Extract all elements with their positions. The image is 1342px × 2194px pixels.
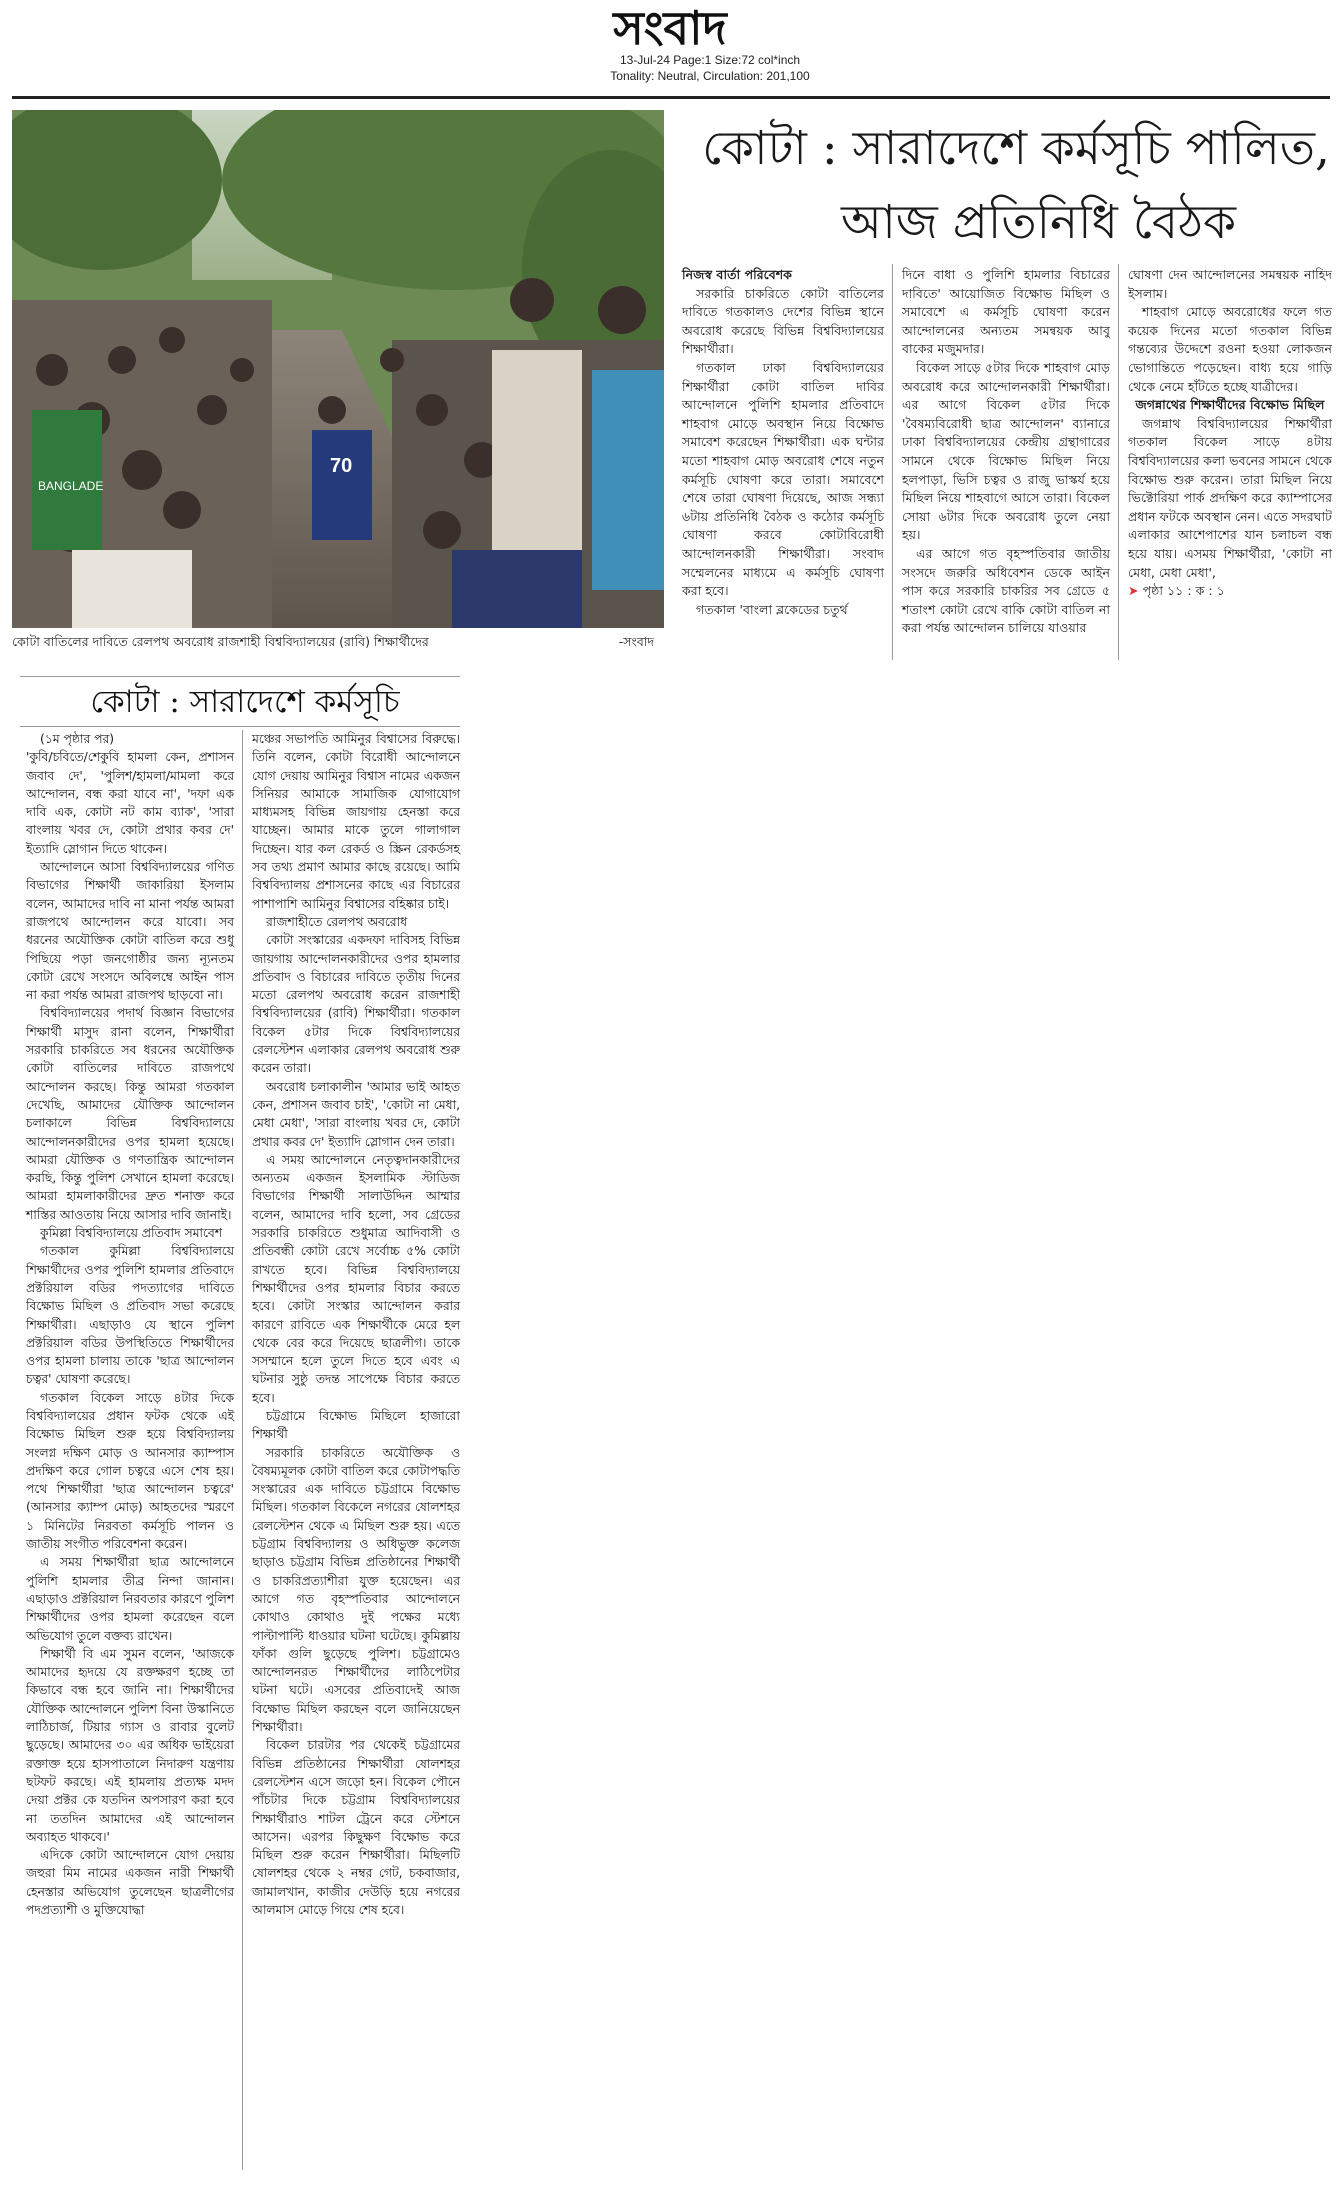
shirt-text: BANGLADE — [38, 479, 104, 493]
front-column-3 — [1128, 266, 1332, 601]
section-rule — [20, 676, 460, 677]
paragraph: সরকারি চাকরিতে অযৌক্তিক ও বৈষম্যমূলক কোটা বাতিল করে কোটাপদ্ধতি সংস্কারের এক দাবিতে চট্টগ্রামে বিক্ষোভ মিছিল। গতকাল বিকেলে নগরের ষোলশহর রেলস্টেশন থেকে এ মিছিল শুরু হয়। এতে চট্টগ্রাম বিশ্ববিদ্যালয় ও অধিভুক্ত কলেজ ছাড়াও চট্টগ্রাম বিভিন্ন প্রতিষ্ঠানের শিক্ষার্থী ও চাকরিপ্রত্যাশীরা যুক্ত হয়েছেন। এর আগে গত বৃহস্পতিবার আন্দোলনে কোথাও কোথাও দুই পক্ষের মধ্যে পাল্টাপাল্টি ধাওয়ার ঘটনা ঘটেছে। কুমিল্লায় ফাঁকা গুলি ছুড়েছে পুলিশ। চট্টগ্রামেও আন্দোলনরত শিক্ষার্থীদের লাঠিপেটার ঘটনা ঘটে। এসবের প্রতিবাদেই আজ বিক্ষোভ মিছিল করছেন বলে জানিয়েছেন শিক্ষার্থীরা। — [252, 1445, 460, 1735]
paragraph: এ সময় আন্দোলনে নেতৃত্বদানকারীদের অন্যতম একজন ইসলামিক স্টাডিজ বিভাগের শিক্ষার্থী সালাউদ্দিন আম্মার বলেন, আমাদের দাবি হলো, সব গ্রেডের সরকারি চাকরিতে শুধুমাত্র আদিবাসী ও প্রতিবন্ধী কোটা রেখে সর্বোচ্চ ৫% কোটা রাখতে হবে। বিভিন্ন বিশ্ববিদ্যালয়ে শিক্ষার্থীদের ওপর হামলার বিচার করতে হবে। কোটা সংস্কার আন্দোলন করার কারণে রাবিতে এক শিক্ষার্থীকে মেরে হল থেকে বের করে দিয়েছে ছাত্রলীগ। তাকে সসম্মানে হলে তুলে দিতে হবে এবং এ ঘটনার সুষ্ঠু তদন্ত সাপেক্ষে বিচার করতে হবে। — [252, 1152, 460, 1405]
paragraph: অবরোধ চলাকালীন 'আমার ভাই আহত কেন, প্রশাসন জবাব চাই', 'কোটা না মেধা, মেধা মেধা', 'সারা বাংলায় খবর দে, কোটা প্রথার কবর দে' ইত্যাদি স্লোগান দেন তারা। — [252, 1079, 460, 1149]
paragraph: গতকাল ঢাকা বিশ্ববিদ্যালয়ের শিক্ষার্থীরা কোটা বাতিল দাবির আন্দোলনে পুলিশি হামলার প্রতিবাদে শাহবাগ মোড়ে অবস্থান নিয়ে বিক্ষোভ সমাবেশ করেছেন শিক্ষার্থীরা। এক ঘন্টার মতো শাহবাগ মোড় অবরোধ শেষে নতুন কর্মসূচি ঘোষণা করে তারা। সমাবেশে শেষে তারা ঘোষণা দিয়েছে, আজ সন্ধ্যা ৬টায় প্রতিনিধি বৈঠক ও কঠোর কর্মসূচি ঘোষণা করবে কোটাবিরোধী আন্দোলনকারী শিক্ষার্থীরা। সংবাদ সম্মেলনের মাধ্যমে এ কর্মসূচি ঘোষণা করা হবে। — [682, 359, 884, 599]
protest-photo-illustration — [12, 110, 664, 628]
subheading: চট্টগ্রামে বিক্ষোভ মিছিলে হাজারো শিক্ষার্থী — [252, 1408, 460, 1442]
subheading: জগন্নাথের শিক্ষার্থীদের বিক্ষোভ মিছিল — [1135, 397, 1325, 413]
paragraph: দিনে বাধা ও পুলিশি হামলার বিচারের দাবিতে' আয়োজিত বিক্ষোভ মিছিল ও সমাবেশে এ কর্মসূচি ঘোষণা করেন আন্দোলনের অন্যতম সমন্বয়ক আবু বাকের মজুমদার। — [902, 267, 1110, 357]
paragraph: বিকেল সাড়ে ৫টার দিকে শাহবাগ মোড় অবরোধ করে আন্দোলনকারী শিক্ষার্থীরা। এর আগে বিকেল ৫টার দিকে 'বৈষম্যবিরোধী ছাত্র আন্দোলন' ব্যানারে ঢাকা বিশ্ববিদ্যালয়ের কেন্দ্রীয় গ্রন্থাগারের সামনে থেকে বিক্ষোভ মিছিল নিয়ে হলপাড়া, ভিসি চত্বর ও রাজু ভাস্কর্য হয়ে মিছিল নিয়ে শাহবাগে আসে তারা। বিকেল সোয়া ৬টার দিকে অবরোধ তুলে নেয়া হয়। — [902, 359, 1110, 543]
jersey-number: 70 — [330, 455, 353, 477]
paragraph: গতকাল বিকেল সাড়ে ৪টার দিকে বিশ্ববিদ্যালয়ের প্রধান ফটক থেকে এই বিক্ষোভ মিছিল শুরু হয়ে বিশ্ববিদ্যালয় সংলগ্ন দক্ষিণ মোড় ও আনসার ক্যাম্পাস প্রদক্ষিণ করে গোল চত্বরে এসে শেষ হয়। পথে শিক্ষার্থীরা 'ছাত্র আন্দোলন চত্বরে' (আনসার ক্যাম্প মোড়) আহতদের স্মরণে ১ মিনিটের নিরবতা কর্মসূচি পালন ও জাতীয় সংগীত পরিবেশনা করেন। — [26, 1390, 234, 1552]
paragraph: গতকাল কুমিল্লা বিশ্ববিদ্যালয়ে শিক্ষার্থীদের ওপর পুলিশি হামলার প্রতিবাদে প্রক্টরিয়াল বডির পদত্যাগের দাবিতে বিক্ষোভ মিছিল ও প্রতিবাদ সভা করেছে শিক্ষার্থীরা। এছাড়াও যে স্থানে পুলিশ প্রক্টরিয়াল বডির উপস্থিতিতে শিক্ষার্থীদের ওপর হামলা চালায় তাকে 'ছাত্র আন্দোলন চত্বর' ঘোষণা করেছে। — [26, 1244, 234, 1387]
paragraph: এর আগে গত বৃহস্পতিবার জাতীয় সংসদে জরুরি অধিবেশন ডেকে আইন পাস করে সরকারি চাকরির সব গ্রেডে ৫ শতাংশ কোটা রেখে বাকি কোটা বাতিল না করা পর্যন্ত আন্দোলন চালিয়ে যাওয়ার — [902, 545, 1110, 636]
paragraph: 'কুবি/চবিতে/শেকুবি হামলা কেন, প্রশাসন জবাব দে', 'পুলিশ/হামলা/মামলা করে আন্দোলন, বন্ধ করা যাবে না', 'দফা এক দাবি এক, কোটা নট কাম ব্যাক', 'সারা বাংলায় খবর দে, কোটা প্রথার কবর দে' ইত্যাদি স্লোগান দিতে থাকেন। — [26, 750, 234, 856]
paragraph: এদিকে কোটা আন্দোলনে যোগ দেয়ায় জহুরা মিম নামের একজন নারী শিক্ষার্থী হেনস্তার অভিযোগ তুলেছেন ছাত্রলীগের পদপ্রত্যাশী ও মুক্তিযোদ্ধা — [26, 1848, 234, 1917]
continuation-text: পৃষ্ঠা ১১ : ক : ১ — [1142, 583, 1225, 599]
paragraph: শাহবাগ মোড়ে অবরোধের ফলে গত কয়েক দিনের মতো গতকাল বিভিন্ন গন্তব্যের উদ্দেশে রওনা হওয়া লোকজন ভোগান্তিতে পড়েছেন। বাধ্য হয়ে গাড়ি থেকে নেমে হাঁটতে হচ্ছে যাত্রীদের। — [1128, 304, 1332, 394]
arrow-icon: ➤ — [1128, 583, 1143, 599]
photo-caption — [12, 634, 664, 654]
caption-text: কোটা বাতিলের দাবিতে রেলপথ অবরোধ রাজশাহী বিশ্ববিদ্যালয়ের (রাবি) শিক্ষার্থীদের — [12, 634, 429, 649]
column-divider — [242, 730, 243, 2170]
paragraph: গতকাল 'বাংলা ব্লকেডের চতুর্থ — [696, 601, 848, 617]
masthead-rule — [12, 96, 1330, 99]
photo-credit: -সংবাদ — [618, 634, 654, 649]
byline: নিজস্ব বার্তা পরিবেশক — [682, 267, 792, 282]
paragraph: শিক্ষার্থী বি এম সুমন বলেন, 'আজকে আমাদের হৃদয়ে যে রক্তক্ষরণ হচ্ছে তা কিভাবে বন্ধ হবে জানি না। শিক্ষার্থীদের যৌক্তিক আন্দোলনে পুলিশ বিনা উস্কানিতে লাঠিচার্জ, টিয়ার গ্যাস ও রাবার বুলেট ছুড়েছে। আমাদের ৩০ এর অধিক ভাইয়েরা রক্তাক্ত হয়ে হাসপাতালে নিদারুণ যন্ত্রণায় ছটফট করছে। এই হামলায় প্রত্যক্ষ মদদ দেয়া প্রক্টর কে যতদিন অপসারণ করা হবে না ততদিন আমাদের এই আন্দোলন অব্যাহত থাকবে।' — [26, 1646, 234, 1844]
paragraph: (১ম পৃষ্ঠার পর) — [40, 732, 115, 746]
clipping-meta — [560, 52, 860, 84]
paragraph: কোটা সংস্কারের একদফা দাবিসহ বিভিন্ন জায়গায় আন্দোলনকারীদের ওপর হামলার প্রতিবাদ ও বিচারের দাবিতে তৃতীয় দিনের মতো রেলপথ অবরোধ করেন রাজশাহী বিশ্ববিদ্যালয়ের (রাবি) শিক্ষার্থীরা। গতকাল বিকেল ৫টার দিকে বিশ্ববিদ্যালয়ের রেলস্টেশন এলাকার রেলপথ অবরোধ শুরু করেন তারা। — [252, 933, 460, 1076]
paragraph: সরকারি চাকরিতে কোটা বাতিলের দাবিতে গতকালও দেশের বিভিন্ন স্থানে অবরোধ করেছে বিভিন্ন বিশ্ববিদ্যালয়ের শিক্ষার্থীরা। — [682, 285, 884, 357]
column-divider — [892, 264, 893, 660]
jump-column-1 — [26, 730, 234, 1919]
paragraph: আন্দোলনে আসা বিশ্ববিদ্যালয়ের গণিত বিভাগের শিক্ষার্থী জাকারিয়া ইসলাম বলেন, আমাদের দাবি না মানা পর্যন্ত আমরা রাজপথে আন্দোলন করে যাবো। সব ধরনের অযৌক্তিক কোটা বাতিল করে শুধু পিছিয়ে পড়া জনগোষ্ঠীর জন্য ন্যূনতম কোটা রেখে সংসদে অবিলম্বে আইন পাস না করা পর্যন্ত আমরা রাজপথ ছাড়বো না। — [26, 860, 234, 1003]
continuation-link[interactable] — [1128, 582, 1332, 601]
main-headline — [680, 112, 1330, 260]
paragraph: মঞ্চের সভাপতি আমিনুর বিশ্বাসের বিরুদ্ধে। তিনি বলেন, কোটা বিরোধী আন্দোলনে যোগ দেয়ায় আমিনুর বিশ্বাস নামের একজন সিনিয়র আমাকে সামাজিক যোগাযোগ মাধ্যমসহ বিভিন্ন জায়গায় হেনস্তা করে যাচ্ছেন। আমার মাকে তুলে গালাগাল দিচ্ছেন। যার কল রেকর্ড ও স্ক্রিন রেকর্ডসহ সব তথ্য প্রমাণ আমার কাছে রয়েছে। আমি বিশ্ববিদ্যালয় প্রশাসনের কাছে এর বিচারের পাশাপাশি আমিনুর বিশ্বাসের বহিষ্কার চাই। — [252, 732, 460, 911]
section-rule — [20, 726, 460, 727]
meta-line-1: 13-Jul-24 Page:1 Size:72 col*inch — [619, 53, 801, 67]
paragraph: বিকেল চারটার পর থেকেই চট্টগ্রামের বিভিন্ন প্রতিষ্ঠানের শিক্ষার্থীরা ষোলশহর রেলস্টেশন এসে জড়ো হন। বিকেল পৌনে পাঁচটার দিকে চট্টগ্রাম বিশ্ববিদ্যালয়ের শিক্ষার্থীরাও শাটল ট্রেনে করে স্টেশনে আসেন। এরপর কিছুক্ষণ বিক্ষোভ করে মিছিল শুরু করেন শিক্ষার্থীরা। মিছিলটি ষোলশহর থেকে ২ নম্বর গেট, চকবাজার, জামালখান, কাজীর দেউড়ি হয়ে নগরের আলমাস মোড়ে গিয়ে শেষ হবে। — [252, 1738, 460, 1917]
front-column-2 — [902, 266, 1110, 638]
jump-column-2 — [252, 730, 460, 1919]
newspaper-logo — [532, 2, 808, 54]
subheading: রাজশাহীতে রেলপথ অবরোধ — [266, 914, 408, 929]
logo-text: সংবাদ — [613, 2, 727, 54]
news-photo — [12, 110, 664, 628]
paragraph: ঘোষণা দেন আন্দোলনের সমন্বয়ক নাহিদ ইসলাম। — [1128, 267, 1332, 301]
headline-line-2: আজ প্রতিনিধি বৈঠক — [840, 195, 1236, 250]
paragraph: বিশ্ববিদ্যালয়ের পদার্থ বিজ্ঞান বিভাগের শিক্ষার্থী মাসুদ রানা বলেন, শিক্ষার্থীরা সরকারি চাকরিতে সব ধরনের অযৌক্তিক কোটা বাতিলের দাবিতে রাজপথে আন্দোলন করছে। কিন্তু আমরা গতকাল দেখেছি, আমাদের যৌক্তিক আন্দোলন চলাকালে বিভিন্ন বিশ্ববিদ্যালয়ে আন্দোলনকারীদের ওপর হামলা হয়েছে। আমরা যৌক্তিক ও গণতান্ত্রিক আন্দোলন করছি, কিন্তু পুলিশ সেখানে হামলা করেছে। আমরা হামলাকারীদের দ্রুত শনাক্ত করে শাস্তির আওতায় নিয়ে আসার দাবি জানাই। — [26, 1006, 234, 1222]
subheading: কুমিল্লা বিশ্ববিদ্যালয়ে প্রতিবাদ সমাবেশ — [40, 1226, 223, 1241]
headline-line-1: কোটা : সারাদেশে কর্মসূচি পালিত, — [702, 121, 1330, 176]
continuation-headline: কোটা : সারাদেশে কর্মসূচি — [90, 684, 400, 720]
paragraph: জগন্নাথ বিশ্ববিদ্যালয়ের শিক্ষার্থীরা গতকাল বিকেল সাড়ে ৪টায় বিশ্ববিদ্যালয়ের কলা ভবনের সামনে থেকে বিক্ষোভ শুরু করেন। তারা মিছিল নিয়ে ভিক্টোরিয়া পার্ক প্রদক্ষিণ করে ক্যাম্পাসের প্রধান ফটকে অবস্থান নেন। এতে সদরঘাট এলাকার আশেপাশের যান চলাচল বন্ধ হয়ে যায়। এসময় শিক্ষার্থীরা, 'কোটা না মেধা, মেধা মেধা', — [1128, 415, 1332, 580]
column-divider — [1118, 264, 1119, 660]
paragraph: এ সময় শিক্ষার্থীরা ছাত্র আন্দোলনে পুলিশি হামলার তীব্র নিন্দা জানান। এছাড়াও প্রক্টরিয়াল নিরবতার কারণে পুলিশ শিক্ষার্থীদের ওপর হামলা করেছেন বলে অভিযোগ তুলে বক্তব্য রাখেন। — [26, 1555, 234, 1643]
front-column-1 — [682, 266, 884, 619]
meta-line-2: Tonality: Neutral, Circulation: 201,100 — [610, 69, 810, 83]
